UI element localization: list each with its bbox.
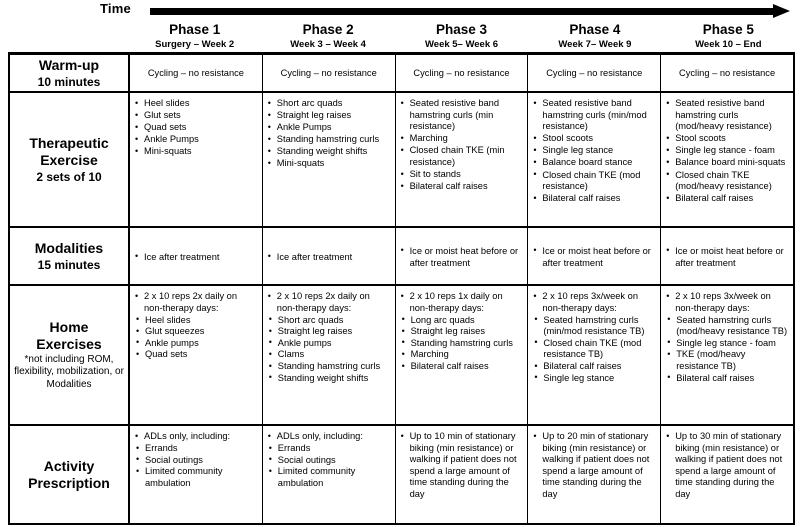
row-label-main: Home: [49, 318, 89, 335]
list-item: • Seated resistive band hamstring curls (min resistance): [400, 98, 523, 133]
cell-warmup-phase5: Cycling – no resistance: [679, 68, 776, 78]
modality-list: [665, 245, 788, 270]
list-item-lead: • ADLs only, including:: [134, 431, 257, 443]
row-label-main: Modalities: [34, 239, 104, 256]
list-item: • Seated resistive band hamstring curls (min/mod resistance): [532, 98, 655, 133]
sublist-container: [400, 315, 523, 373]
row-label-sets: 2 sets of 10: [36, 169, 102, 184]
sublist: [267, 315, 390, 385]
row-label-main: Warm-up: [38, 56, 100, 73]
sublist-container: [665, 315, 788, 385]
exercise-list: [134, 98, 257, 158]
list-item: • Single leg stance - foam: [665, 145, 788, 157]
sublist-container: [134, 315, 257, 361]
timeline-header: [0, 0, 800, 22]
sublist-item: • Standing weight shifts: [267, 373, 390, 385]
sublist-item: • Clams: [267, 349, 390, 361]
list-item: • Closed chain TKE (mod resistance): [532, 170, 655, 193]
list-item: • Ankle Pumps: [267, 122, 390, 134]
cell-activity-phase5: [661, 426, 793, 523]
list-item: • Stool scoots: [665, 133, 788, 145]
cell-therex-phase4: [528, 93, 661, 226]
phase-header-spacer: [8, 22, 128, 52]
list-item: • Ice after treatment: [134, 251, 257, 263]
sublist-container: [134, 443, 257, 489]
list-item: • Marching: [400, 133, 523, 145]
sublist-container: [532, 315, 655, 385]
list-item: • Standing weight shifts: [267, 146, 390, 158]
cell-therex-phase2: [263, 93, 396, 226]
phase-subtitle: Week 7– Week 9: [558, 39, 632, 50]
list-item: • Mini-squats: [267, 158, 390, 170]
sublist-item: • Bilateral calf raises: [665, 373, 788, 385]
activity-list: [267, 431, 390, 489]
list-item: • Seated resistive band hamstring curls (mod/heavy resistance): [665, 98, 788, 133]
list-item: • Up to 20 min of stationary biking (min resistance) or walking if patient does not spend a large amount of time standing during the day: [532, 431, 655, 501]
sublist-item: • Seated hamstring curls (mod/heavy resistance TB): [665, 315, 788, 338]
list-item-lead: • 2 x 10 reps 2x daily on non-therapy days:: [134, 291, 257, 314]
sublist-item: • Short arc quads: [267, 315, 390, 327]
cell-home-phase5: [661, 286, 793, 424]
phase-title: Phase 3: [435, 22, 488, 37]
sublist-item: • Errands: [134, 443, 257, 455]
list-item: • Heel slides: [134, 98, 257, 110]
sublist-item: • Closed chain TKE (mod resistance TB): [532, 338, 655, 361]
list-item-lead: • 2 x 10 reps 3x/week on non-therapy days:: [532, 291, 655, 314]
exercise-list: [267, 98, 390, 170]
list-item: • Balance board mini-squats: [665, 157, 788, 169]
sublist-item: • Standing hamstring curls: [267, 361, 390, 373]
list-item: • Short arc quads: [267, 98, 390, 110]
modality-list: [134, 251, 257, 264]
list-item: • Ice after treatment: [267, 251, 390, 263]
row-label-sub: 10 minutes: [37, 74, 101, 89]
phase-header-4: [528, 22, 661, 52]
row-label-sub: 15 minutes: [37, 257, 101, 272]
sublist: [532, 315, 655, 385]
list-item: • Ice or moist heat before or after treatment: [400, 245, 523, 269]
table-row-home-exercises: [10, 286, 793, 426]
cell-therex-phase3: [396, 93, 529, 226]
sublist-item: • Bilateral calf raises: [532, 361, 655, 373]
cell-home-phase2: [263, 286, 396, 424]
table-row-warmup: [10, 55, 793, 93]
phase-header-row: [8, 22, 795, 52]
exercise-list: [665, 98, 788, 205]
list-item: • Ankle Pumps: [134, 134, 257, 146]
cell-warmup-phase1: Cycling – no resistance: [130, 55, 263, 91]
phase-subtitle: Week 3 – Week 4: [290, 39, 366, 50]
activity-list: [400, 431, 523, 501]
row-label-main: Therapeutic: [29, 134, 109, 151]
right-arrow-icon: [150, 4, 790, 18]
home-exercise-list: [400, 291, 523, 373]
sublist-item: • Limited community ambulation: [267, 466, 390, 489]
phase-header-1: [128, 22, 261, 52]
home-exercise-list: [665, 291, 788, 384]
list-item: • Quad sets: [134, 122, 257, 134]
home-exercise-list: [267, 291, 390, 384]
sublist-container: [267, 315, 390, 385]
sublist-item: • Single leg stance: [532, 373, 655, 385]
list-item-lead: • 2 x 10 reps 3x/week on non-therapy days:: [665, 291, 788, 314]
row-label-home-exercises: [10, 286, 130, 424]
row-label-therapeutic-exercise: [10, 93, 130, 226]
list-item: • Stool scoots: [532, 133, 655, 145]
phase-title: Phase 5: [702, 22, 754, 37]
sublist-item: • Ankle pumps: [134, 338, 257, 350]
list-item: • Straight leg raises: [267, 110, 390, 122]
cell-home-phase3: [396, 286, 529, 424]
cell-warmup-phase4: Cycling – no resistance: [528, 55, 661, 91]
sublist-item: • Heel slides: [134, 315, 257, 327]
sublist-item: • TKE (mod/heavy resistance TB): [665, 349, 788, 372]
list-item: • Ice or moist heat before or after treatment: [532, 245, 655, 269]
table-row-modalities: [10, 228, 793, 286]
list-item: • Standing hamstring curls: [267, 134, 390, 146]
phase-header-3: [395, 22, 528, 52]
phase-subtitle: Week 10 – End: [695, 39, 762, 50]
list-item: • Balance board stance: [532, 157, 655, 169]
sublist-item: • Straight leg raises: [400, 326, 523, 338]
sublist: [134, 315, 257, 361]
sublist-container: [267, 443, 390, 489]
protocol-grid: [8, 52, 795, 525]
list-item: • Bilateral calf raises: [532, 193, 655, 205]
sublist-item: • Straight leg raises: [267, 326, 390, 338]
home-exercise-list: [134, 291, 257, 361]
phase-title: Phase 2: [302, 22, 354, 37]
cell-activity-phase1: [130, 426, 263, 523]
sublist-item: • Single leg stance - foam: [665, 338, 788, 350]
list-item: • Mini-squats: [134, 146, 257, 158]
cell-therex-phase5: [661, 93, 793, 226]
cell-modalities-phase1: [130, 228, 263, 284]
cell-warmup-phase3: Cycling – no resistance: [396, 55, 529, 91]
exercise-list: [532, 98, 655, 205]
cell-activity-phase3: [396, 426, 529, 523]
sublist: [134, 443, 257, 489]
phase-header-5: [662, 22, 795, 52]
list-item: • Up to 10 min of stationary biking (min resistance) or walking if patient does not spend a large amount of time standing during the day: [400, 431, 523, 501]
cell-activity-phase2: [263, 426, 396, 523]
sublist: [400, 315, 523, 373]
row-label-note: *not including ROM, flexibility, mobilization, or Modalities: [14, 353, 124, 390]
cell-therex-phase1: [130, 93, 263, 226]
phase-subtitle: Week 5– Week 6: [424, 39, 499, 50]
list-item: • Bilateral calf raises: [400, 181, 523, 193]
sublist: [267, 443, 390, 489]
sublist: [665, 315, 788, 385]
table-row-therapeutic-exercise: [10, 93, 793, 228]
cell-modalities-phase3: [396, 228, 529, 284]
sublist-item: • Social outings: [267, 455, 390, 467]
row-label-main2: Exercise: [40, 151, 98, 168]
table-row-activity-prescription: [10, 426, 793, 523]
cell-home-phase1: [130, 286, 263, 424]
phase-subtitle: Surgery – Week 2: [155, 39, 235, 50]
cell-activity-phase4: [528, 426, 661, 523]
sublist-item: • Quad sets: [134, 349, 257, 361]
row-label-main2: Exercises: [36, 335, 102, 352]
cell-warmup-phase2: Cycling – no resistance: [263, 55, 396, 91]
list-item: • Closed chain TKE (mod/heavy resistance): [665, 170, 788, 193]
sublist-item: • Social outings: [134, 455, 257, 467]
cell-modalities-phase2: [263, 228, 396, 284]
row-label-warmup: [10, 55, 130, 91]
list-item: • Ice or moist heat before or after treatment: [665, 245, 788, 269]
sublist-item: • Errands: [267, 443, 390, 455]
row-label-modalities: [10, 228, 130, 284]
sublist-item: • Seated hamstring curls (min/mod resistance TB): [532, 315, 655, 338]
cell-modalities-phase4: [528, 228, 661, 284]
phase-title: Phase 1: [169, 22, 221, 37]
list-item: • Single leg stance: [532, 145, 655, 157]
cell-home-phase4: [528, 286, 661, 424]
list-item: • Bilateral calf raises: [665, 193, 788, 205]
modality-list: [400, 245, 523, 270]
list-item-lead: • 2 x 10 reps 1x daily on non-therapy days:: [400, 291, 523, 314]
modality-list: [267, 251, 390, 264]
activity-list: [665, 431, 788, 501]
sublist-item: • Marching: [400, 349, 523, 361]
modality-list: [532, 245, 655, 270]
phase-title: Phase 4: [569, 22, 621, 37]
activity-list: [134, 431, 257, 489]
cell-modalities-phase5: [661, 228, 793, 284]
list-item-lead: • ADLs only, including:: [267, 431, 390, 443]
activity-list: [532, 431, 655, 501]
sublist-item: • Limited community ambulation: [134, 466, 257, 489]
sublist-item: • Bilateral calf raises: [400, 361, 523, 373]
phase-header-2: [261, 22, 394, 52]
list-item-lead: • 2 x 10 reps 2x daily on non-therapy days:: [267, 291, 390, 314]
row-label-main: Activity: [43, 457, 95, 474]
sublist-item: • Ankle pumps: [267, 338, 390, 350]
sublist-item: • Standing hamstring curls: [400, 338, 523, 350]
exercise-list: [400, 98, 523, 193]
list-item: • Sit to stands: [400, 169, 523, 181]
sublist-item: • Glut squeezes: [134, 326, 257, 338]
row-label-activity-prescription: [10, 426, 130, 523]
list-item: • Glut sets: [134, 110, 257, 122]
sublist-item: • Long arc quads: [400, 315, 523, 327]
timeline-label: Time: [100, 1, 131, 16]
list-item: • Up to 30 min of stationary biking (min resistance) or walking if patient does not spend a large amount of time standing during the day: [665, 431, 788, 501]
home-exercise-list: [532, 291, 655, 384]
list-item: • Closed chain TKE (min resistance): [400, 145, 523, 168]
row-label-main2: Prescription: [28, 474, 110, 491]
